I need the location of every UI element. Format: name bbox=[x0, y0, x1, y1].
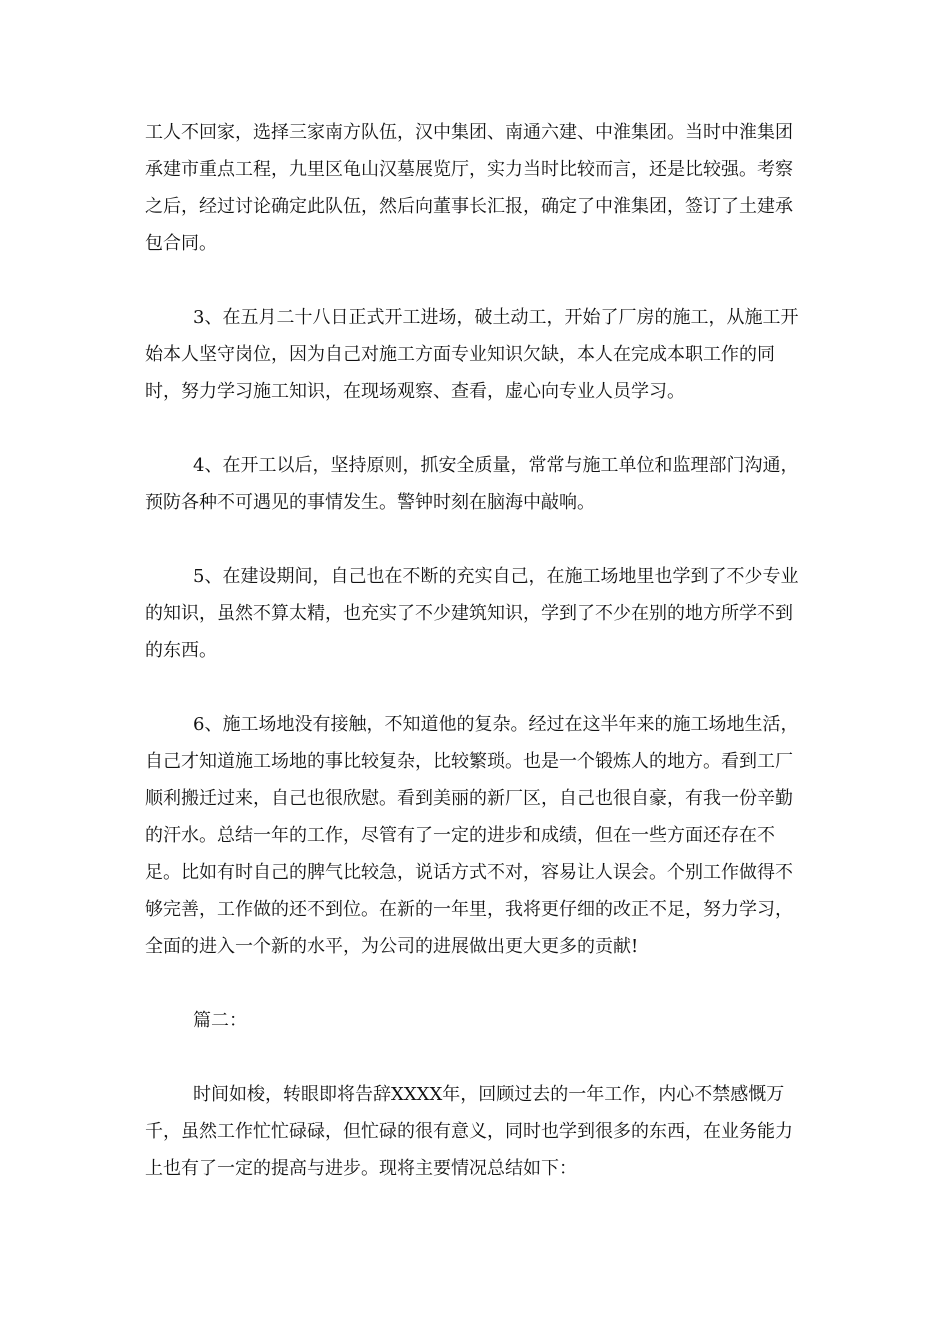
paragraph-item-3: 3、在五月二十八日正式开工进场，破土动工，开始了厂房的施工，从施工开始本人坚守岗位，因为自己对施工方面专业知识欠缺，本人在完成本职工作的同时，努力学习施工知识，在现场观察、查看，虚心向专业人员学习。 bbox=[145, 307, 799, 402]
document-body bbox=[145, 114, 805, 1187]
paragraph-continued: 工人不回家，选择三家南方队伍，汉中集团、南通六建、中淮集团。当时中淮集团承建市重点工程，九里区龟山汉墓展览厅，实力当时比较而言，还是比较强。考察之后，经过讨论确定此队伍，然后向董事长汇报，确定了中淮集团，签订了土建承包合同。 bbox=[145, 122, 793, 254]
paragraph-item-6: 6、施工场地没有接触，不知道他的复杂。经过在这半年来的施工场地生活，自己才知道施工场地的事比较复杂，比较繁琐。也是一个锻炼人的地方。看到工厂顺利搬迁过来，自己也很欣慰。看到美丽的新厂区，自己也很自豪，有我一份辛勤的汗水。总结一年的工作，尽管有了一定的进步和成绩，但在一些方面还存在不足。比如有时自己的脾气比较急，说话方式不对，容易让人误会。个别工作做得不够完善，工作做的还不到位。在新的一年里，我将更仔细的改正不足，努力学习，全面的进入一个新的水平，为公司的进展做出更大更多的贡献! bbox=[145, 714, 799, 957]
paragraph-item-4: 4、在开工以后，坚持原则，抓安全质量，常常与施工单位和监理部门沟通，预防各种不可遇见的事情发生。警钟时刻在脑海中敲响。 bbox=[145, 455, 799, 513]
paragraph-intro: 时间如梭，转眼即将告辞XXXX年，回顾过去的一年工作，内心不禁感慨万千，虽然工作忙忙碌碌，但忙碌的很有意义，同时也学到很多的东西，在业务能力上也有了一定的提高与进步。现将主要情况总结如下： bbox=[145, 1084, 793, 1179]
section-heading: 篇二： bbox=[193, 1010, 247, 1031]
paragraph-item-5: 5、在建设期间，自己也在不断的充实自己，在施工场地里也学到了不少专业的知识，虽然不算太精，也充实了不少建筑知识，学到了不少在别的地方所学不到的东西。 bbox=[145, 566, 799, 661]
